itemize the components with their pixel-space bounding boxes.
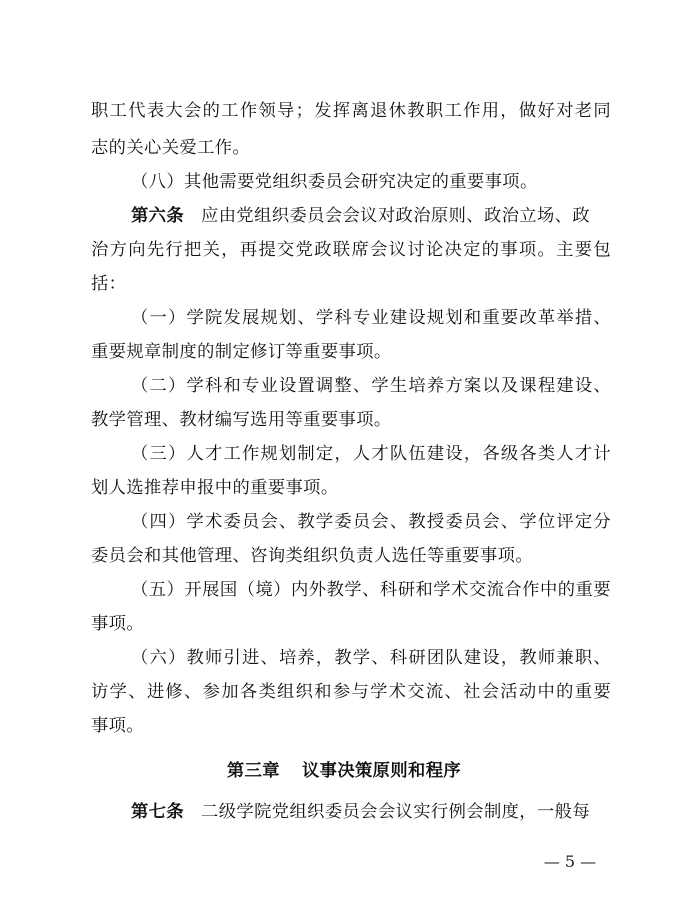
article-7-first-line <box>131 800 611 824</box>
item-one-line2: 重要规章制度的制定修订等重要事项。 <box>91 342 392 362</box>
chapter-heading <box>0 759 688 783</box>
item-five-line1: （五）开展国（境）内外教学、科研和学术交流合作中的重要 <box>131 580 611 600</box>
item-six-line3: 事项。 <box>91 716 145 736</box>
item-two-line1: （二）学科和专业设置调整、学生培养方案以及课程建设、 <box>131 376 611 396</box>
item-one-line1: （一）学院发展规划、学科专业建设规划和重要改革举措、 <box>131 308 611 328</box>
page-number: — 5 — <box>543 852 597 871</box>
chapter-title: 议事决策原则和程序 <box>301 761 462 781</box>
item-eight: （八）其他需要党组织委员会研究决定的重要事项。 <box>131 172 538 192</box>
item-six-line2: 访学、进修、参加各类组织和参与学术交流、社会活动中的重要 <box>91 682 611 702</box>
article-7-number: 第七条 <box>131 802 185 822</box>
body-line: 括： <box>91 274 127 294</box>
body-line: 志的关心关爱工作。 <box>91 138 251 158</box>
item-six-line1: （六）教师引进、培养，教学、科研团队建设，教师兼职、 <box>131 648 611 668</box>
item-five-line2: 事项。 <box>91 614 145 634</box>
item-four-line2: 委员会和其他管理、咨询类组织负责人选任等重要事项。 <box>91 546 534 566</box>
body-line: 职工代表大会的工作领导；发挥离退休教职工作用，做好对老同 <box>91 101 611 121</box>
article-6-first-line <box>131 204 611 228</box>
body-line: 治方向先行把关，再提交党政联席会议讨论决定的事项。主要包 <box>91 240 611 260</box>
chapter-number: 第三章 <box>226 761 280 781</box>
item-three-line1: （三）人才工作规划制定，人才队伍建设，各级各类人才计 <box>131 444 611 464</box>
article-7-text: 二级学院党组织委员会会议实行例会制度，一般每 <box>201 802 591 822</box>
item-four-line1: （四）学术委员会、教学委员会、教授委员会、学位评定分 <box>131 512 611 532</box>
article-6-text: 应由党组织委员会会议对政治原则、政治立场、政 <box>201 206 591 226</box>
article-6-number: 第六条 <box>131 206 185 226</box>
item-two-line2: 教学管理、教材编写选用等重要事项。 <box>91 410 392 430</box>
item-three-line2: 划人选推荐申报中的重要事项。 <box>91 478 339 498</box>
